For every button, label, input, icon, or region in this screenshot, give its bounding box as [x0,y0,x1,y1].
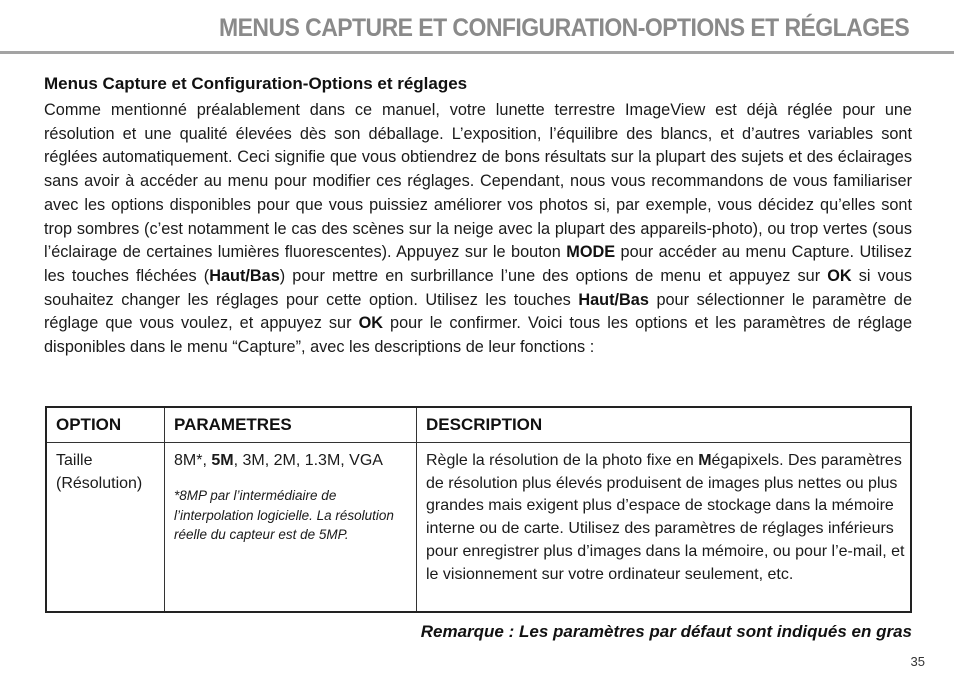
intro-text-2: pour accéder au menu Capture. Utilisez les touches fléchées ( [44,243,912,285]
ok-button-label-2: OK [358,314,383,333]
capture-options-table [45,406,912,613]
option-name: Taille [56,452,93,469]
header-description: DESCRIPTION [426,415,543,434]
param-footnote: *8MP par l’intermédiaire de l’interpolation logicielle. La résolution réelle du capteur est de 5MP. [174,488,394,542]
header-option: OPTION [56,415,122,434]
intro-text-5: pour sélectionner le paramètre de réglage que vous voulez, et appuyez sur [44,290,912,333]
desc-text-2: égapixels. Des paramètres de résolution plus élevés produisent de images plus nettes ou plus grandes mais exigent plus d’espace de stockage dans la mémoire interne ou de carte. Utilisez des paramètres de réglages inférieurs pour enregistrer plus d’images dans la mémoire, ou pour l’e-mail, et le visionnement sur votre ordinateur seulement, etc. [426,452,905,583]
option-subname: (Résolution) [56,474,143,492]
header-parametres: PARAMETRES [174,415,292,434]
haut-bas-keys-label-2: Haut/Bas [578,290,649,309]
param-default-value: 5M [211,452,234,469]
table-column-divider [164,408,165,611]
mode-button-label: MODE [566,243,616,262]
section-title: Menus Capture et Configuration-Options et réglages [44,74,468,93]
page-header-title: MENUS CAPTURE ET CONFIGURATION-OPTIONS ET RÉGLAGES [218,14,909,42]
cell-description [426,450,906,586]
desc-text-1: Règle la résolution de la photo fixe en [426,452,699,469]
intro-text-1: Comme mentionné préalablement dans ce manuel, votre lunette terrestre ImageView est déjà réglée pour une résolution et une qualité élevées dès son déballage. L’exposition, l’équilibre des blancs, et d’autres variables sont réglées automatiquement. Ceci signifie que vous obtiendrez de bons résultats sur la plupart des sujets et des éclairages sans avoir à accéder au menu pour modifier ces réglages. Cependant, nous vous recommandons de vous familiariser avec les options disponibles pour que vous puissiez améliorer vos photos si, par exemple, vous décidez qu’elles sont trop sombres (c’est notamment le cas des scènes sur la neige avec la plupart des appareils-photo), ou trop vertes (sous l’éclairage de certaines lumières fluorescentes). Appuyez sur le bouton [44,101,912,262]
header-divider [0,51,954,54]
desc-bold-letter: M [698,452,712,469]
page-number: 35 [910,654,925,669]
table-header-divider [47,442,910,443]
param-values: 8M*, [174,452,212,469]
haut-bas-keys-label: Haut/Bas [209,266,280,285]
defaults-remark: Remarque : Les paramètres par défaut sont indiqués en gras [420,622,912,641]
intro-text-3: ) pour mettre en surbrillance l’une des options de menu et appuyez sur [279,266,828,285]
table-column-divider [416,408,417,611]
intro-text-4: si vous souhaitez changer les réglages pour cette option. Utilisez les touches [44,266,912,309]
intro-paragraph [44,99,912,360]
cell-option [56,450,160,495]
param-values-rest: , 3M, 2M, 1.3M, VGA [233,452,383,469]
ok-button-label: OK [827,266,852,285]
intro-text-6: pour le confirmer. Voici tous les options et les paramètres de réglage disponibles dans le menu “Capture”, avec les descriptions de leur fonctions : [44,314,912,357]
cell-parametres [174,450,410,473]
